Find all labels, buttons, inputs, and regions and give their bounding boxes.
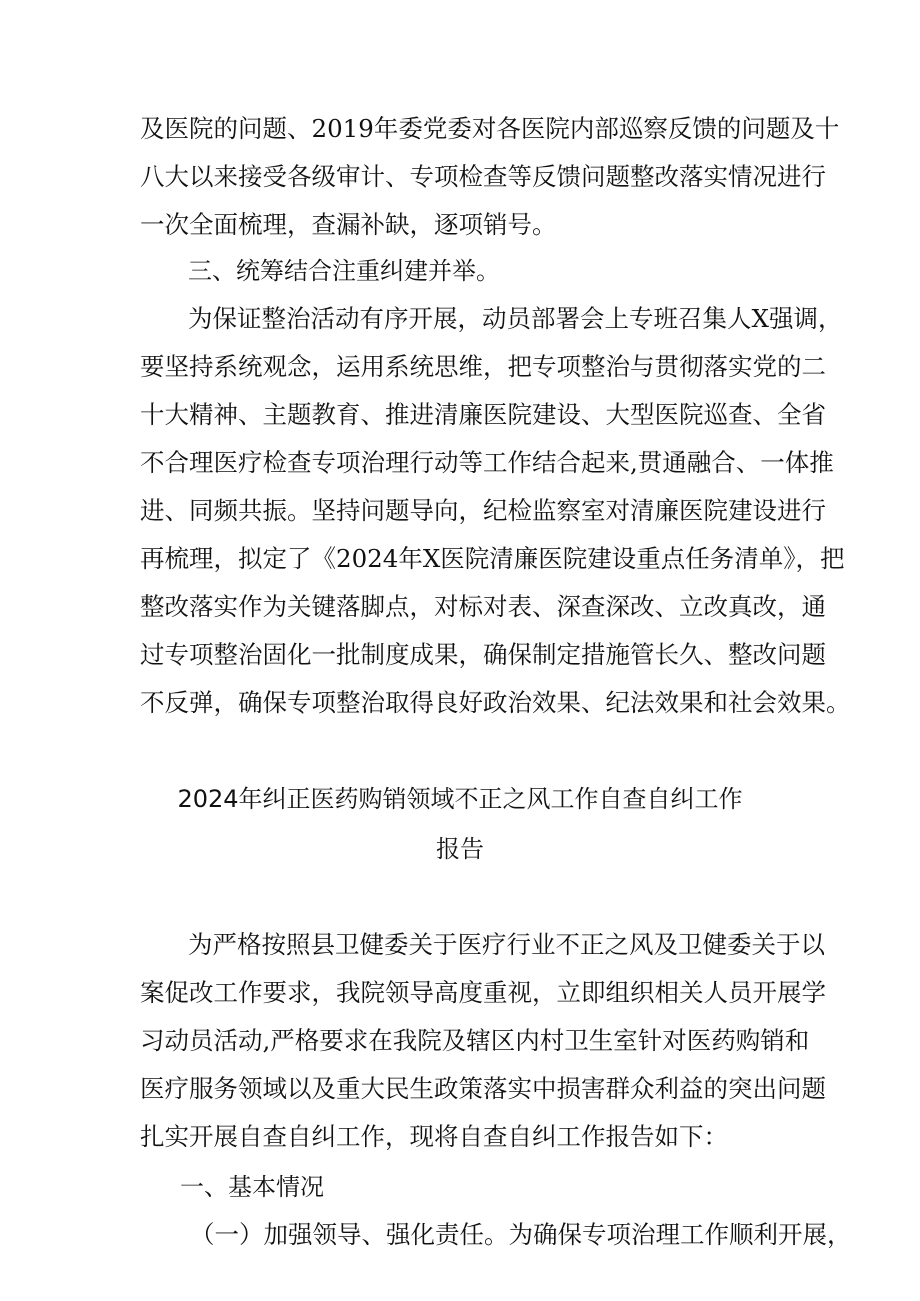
report-title-line2: 报告 bbox=[436, 835, 484, 863]
paragraph-line: 八大以来接受各级审计、专项检查等反馈问题整改落实情况进行 bbox=[140, 162, 826, 191]
paragraph-line: 医疗服务领域以及重大民生政策落实中损害群众利益的突出问题 bbox=[140, 1074, 826, 1103]
paragraph-line: 十大精神、主题教育、推进清廉医院建设、大型医院巡查、全省 bbox=[140, 400, 826, 429]
paragraph-line: 进、同频共振。坚持问题导向，纪检监察室对清廉医院建设进行 bbox=[140, 496, 826, 525]
paragraph-line: 不合理医疗检查专项治理行动等工作结合起来,贯通融合、一体推 bbox=[140, 448, 834, 477]
paragraph-line: 为保证整治活动有序开展，动员部署会上专班召集人X强调， bbox=[188, 304, 843, 333]
paragraph-line: 再梳理，拟定了《2024年X医院清廉医院建设重点任务清单》，把 bbox=[140, 544, 845, 573]
paragraph-line: 一次全面梳理，查漏补缺，逐项销号。 bbox=[140, 210, 557, 239]
paragraph-line: （一）加强领导、强化责任。为确保专项治理工作顺利开展， bbox=[190, 1220, 852, 1249]
paragraph-line: 案促改工作要求，我院领导高度重视，立即组织相关人员开展学 bbox=[140, 978, 826, 1007]
paragraph-line: 要坚持系统观念，运用系统思维，把专项整治与贯彻落实党的二 bbox=[140, 352, 826, 381]
report-title-line1: 2024年纠正医药购销领域不正之风工作自查自纠工作 bbox=[177, 785, 743, 813]
section-heading: 一、基本情况 bbox=[180, 1173, 324, 1201]
paragraph-line: 习动员活动,严格要求在我院及辖区内村卫生室针对医药购销和 bbox=[140, 1026, 810, 1055]
paragraph-line: 不反弹，确保专项整治取得良好政治效果、纪法效果和社会效果。 bbox=[140, 688, 851, 717]
section-heading: 三、统筹结合注重纠建并举。 bbox=[188, 257, 500, 285]
paragraph-line: 整改落实作为关键落脚点，对标对表、深查深改、立改真改，通 bbox=[140, 592, 826, 621]
paragraph-line: 及医院的问题、2019年委党委对各医院内部巡察反馈的问题及十 bbox=[140, 114, 840, 143]
paragraph-line: 过专项整治固化一批制度成果，确保制定措施管长久、整改问题 bbox=[140, 640, 826, 669]
paragraph-line: 为严格按照县卫健委关于医疗行业不正之风及卫健委关于以 bbox=[188, 930, 825, 959]
paragraph-line: 扎实开展自查自纠工作，现将自查自纠工作报告如下： bbox=[140, 1122, 728, 1151]
